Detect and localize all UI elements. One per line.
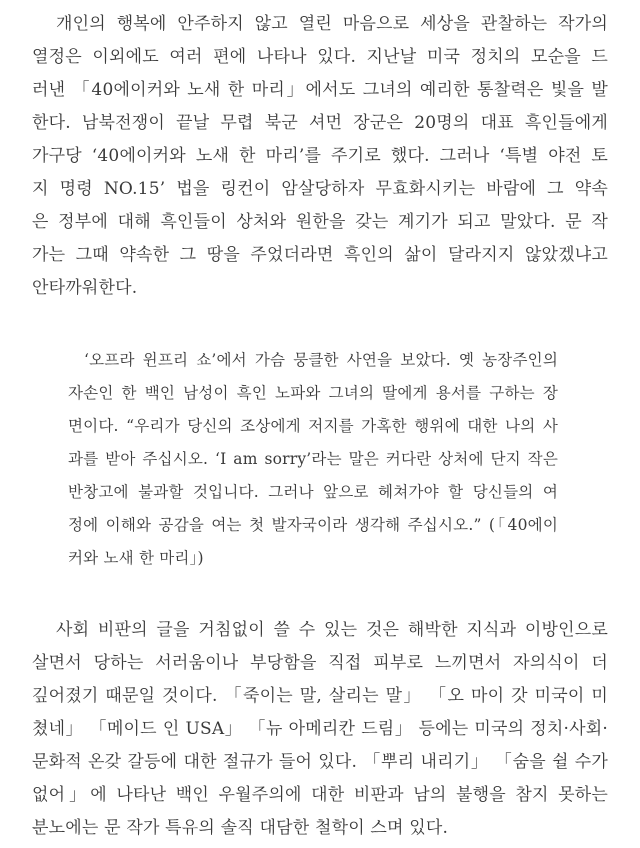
- text-line: 자손인 한 백인 남성이 흑인 노파와 그녀의 딸에게 용서를 구하는 장: [68, 384, 558, 402]
- text-line: 깊어졌기 때문일 것이다. 「죽이는 말, 살리는 말」 「오 마이 갓 미국이 미: [32, 686, 608, 706]
- text-line: 살면서 당하는 서러움이나 부당함을 직접 피부로 느끼면서 자의식이 더: [32, 653, 608, 673]
- text-line: 사회 비판의 글을 거침없이 쓸 수 있는 것은 해박한 지식과 이방인으로: [56, 620, 608, 640]
- text-line: 러낸 「40에이커와 노새 한 마리」에서도 그녀의 예리한 통찰력은 빛을 발: [32, 80, 608, 100]
- paragraph-2: [32, 614, 608, 845]
- indented-quote-block: [68, 344, 558, 575]
- text-line: 열정은 이외에도 여러 편에 나타나 있다. 지난날 미국 정치의 모순을 드: [32, 47, 608, 67]
- text-line: 가는 그때 약속한 그 땅을 주었더라면 흑인의 삶이 달라지지 않았겠냐고: [32, 245, 608, 265]
- text-line: ‘오프라 윈프리 쇼’에서 가슴 뭉클한 사연을 보았다. 옛 농장주인의: [84, 351, 558, 369]
- text-line: 커와 노새 한 마리」): [68, 549, 204, 567]
- text-line: 분노에는 문 작가 특유의 솔직 대담한 철학이 스며 있다.: [32, 818, 449, 838]
- text-line: 안타까워한다.: [32, 278, 138, 298]
- text-line: 가구당 ‘40에이커와 노새 한 마리’를 주기로 했다. 그러나 ‘특별 야전 토: [32, 146, 608, 166]
- text-line: 정에 이해와 공감을 여는 첫 발자국이라 생각해 주십시오.” (「40에이: [68, 516, 558, 534]
- text-line: 문화적 온갖 갈등에 대한 절규가 들어 있다. 「뿌리 내리기」 「숨을 쉴 수가: [32, 752, 608, 772]
- text-line: 은 정부에 대해 흑인들이 상처와 원한을 갖는 계기가 되고 말았다. 문 작: [32, 212, 608, 232]
- text-line: 반창고에 불과할 것입니다. 그러나 앞으로 헤쳐가야 할 당신들의 여: [68, 483, 558, 501]
- text-line: 한다. 남북전쟁이 끝날 무렵 북군 셔먼 장군은 20명의 대표 흑인들에게: [32, 113, 608, 133]
- paragraph-1: [32, 8, 608, 305]
- text-line: 과를 받아 주십시오. ‘I am sorry’라는 말은 커다란 상처에 단지 작은: [68, 450, 558, 468]
- text-line: 없어」에 나타난 백인 우월주의에 대한 비판과 남의 불행을 참지 못하는: [32, 785, 608, 805]
- text-line: 면이다. “우리가 당신의 조상에게 저지를 가혹한 행위에 대한 나의 사: [68, 417, 558, 435]
- text-line: 지 명령 NO.15’ 법을 링컨이 암살당하자 무효화시키는 바람에 그 약속: [32, 179, 608, 199]
- text-line: 개인의 행복에 안주하지 않고 열린 마음으로 세상을 관찰하는 작가의: [56, 14, 608, 34]
- text-line: 쳤네」 「메이드 인 USA」 「뉴 아메리칸 드림」 등에는 미국의 정치·사회·: [32, 719, 608, 739]
